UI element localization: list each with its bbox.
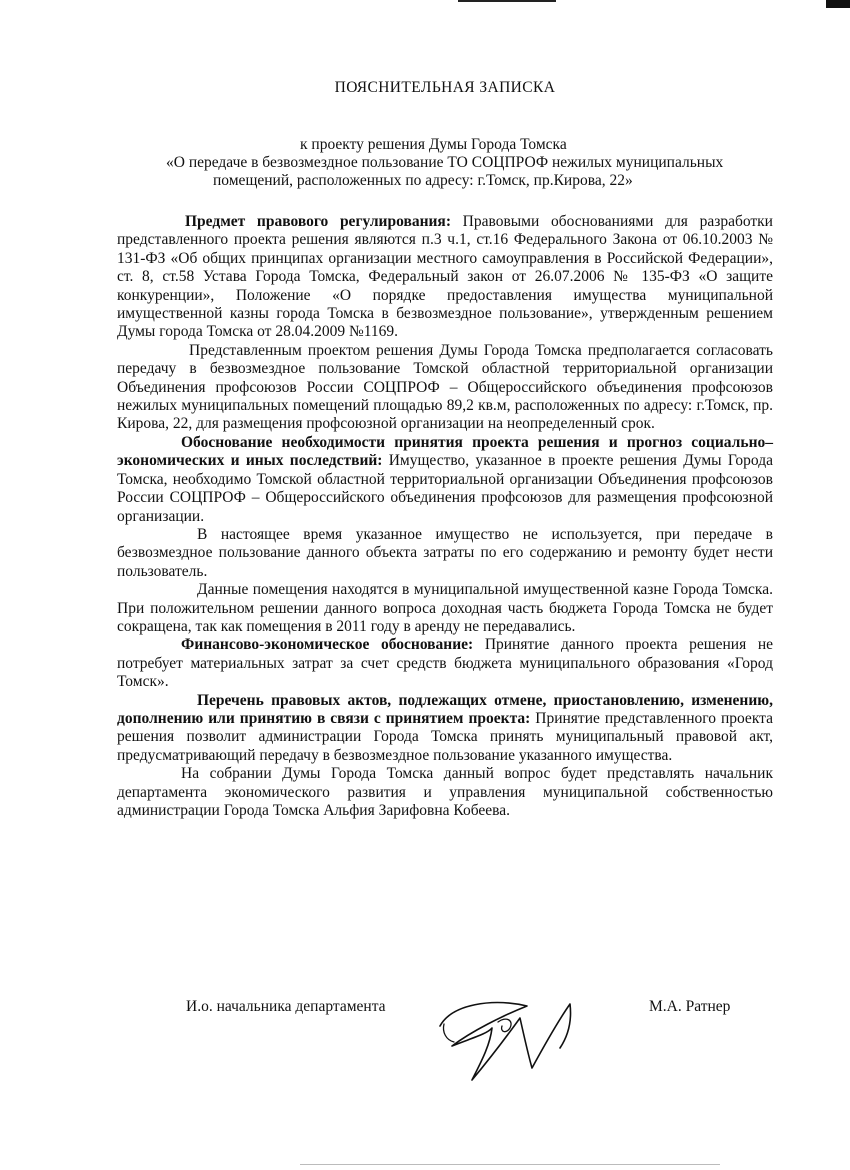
paragraph-subject (117, 213, 773, 342)
paragraph-justification (117, 434, 773, 526)
paragraph-heading: Финансово-экономическое обоснование: (181, 636, 474, 654)
document-body (117, 213, 773, 820)
paragraph-text: В настоящее время указанное имущество не используется, при передаче в безвозмездное пользование данного объекта затраты по его содержанию и ремонту будет нести пользователь. (117, 525, 773, 580)
paragraph-usage (117, 526, 773, 581)
paragraph-proposal (117, 342, 773, 434)
paragraph-text: На собрании Думы Города Томска данный вопрос будет представлять начальник департамента экономического развития и управления муниципальной собственностью администрации Города Томска Альфия Зарифовна Кобеева. (117, 765, 773, 819)
signatory-role: И.о. начальника департамента (186, 998, 386, 1015)
subtitle-line-2: «О передаче в безвозмездное пользование ТО СОЦПРОФ нежилых муниципальных (166, 154, 724, 171)
paragraph-text: Имущество, указанное в проекте решения Думы Города Томска, необходимо Томской областной территориальной организации Объединения профсоюзов России СОЦПРОФ – Общероссийского объединения профсоюзов для размещения профсоюзной организации. (117, 452, 773, 525)
subtitle-line-1: к проекту решения Думы Города Томска (300, 136, 567, 153)
signatory-name: М.А. Ратнер (649, 998, 731, 1015)
paragraph-financial (117, 636, 773, 691)
paragraph-budget (117, 581, 773, 636)
document-title: ПОЯСНИТЕЛЬНАЯ ЗАПИСКА (334, 79, 556, 96)
handwritten-signature (432, 976, 592, 1101)
paragraph-text: Принятие данного проекта решения не потребует материальных затрат за счет средств бюджета муниципального образования «Город Томск». (117, 636, 773, 691)
paragraph-heading: Перечень правовых актов, подлежащих отмене, приостановлению, изменению, дополнению или принятию в связи с принятием проекта: (117, 691, 773, 727)
document-subtitle (166, 136, 778, 190)
paragraph-text: Принятие представленного проекта решения позволит администрации Города Томска принять муниципальный правовой акт, предусматривающий передачу в безвозмездное пользование указанного имущества. (117, 709, 773, 764)
scan-artifact-corner (826, 0, 850, 8)
paragraph-legal-acts (117, 692, 773, 766)
scan-artifact-bottom (300, 1164, 720, 1165)
paragraph-text: Данные помещения находятся в муниципальной имущественной казне Города Томска. При положительном решении данного вопроса доходная часть бюджета Города Томска не будет сокращена, так как помещения в 2011 году в аренду не передавались. (117, 581, 773, 635)
scan-artifact-top (458, 0, 556, 2)
paragraph-heading: Предмет правового регулирования: (185, 213, 451, 230)
paragraph-text: Представленным проектом решения Думы Города Томска предполагается согласовать передачу в безвозмездное пользование Томской областной территориальной организации Объединения профсоюзов России СОЦПРОФ – Общероссийского объединения профсоюзов нежилых муниципальных помещений площадью 89,2 кв.м, расположенных по адресу: г.Томск, пр. Кирова, 22, для размещения профсоюзной организации на неопределенный срок. (117, 341, 773, 433)
paragraph-heading: Обоснование необходимости принятия проекта решения и прогноз социально–экономических и иных последствий: (117, 433, 773, 470)
subtitle-line-3: помещений, расположенных по адресу: г.Томск, пр.Кирова, 22» (213, 172, 633, 189)
paragraph-presenter (117, 765, 773, 820)
paragraph-text: Правовыми обоснованиями для разработки представленного проекта решения являются п.3 ч.1, ст.16 Федерального Закона от 06.10.2003 № 131-ФЗ «Об общих принципах организации местного самоуправления в Российской Федерации», ст. 8, ст.58 Устава Города Томска, Федеральный закон от 26.07.2006 № 135-ФЗ «О защите конкуренции», Положение «О порядке предоставления имущества муниципальной имущественной казны города Томска в безвозмездное пользование», утвержденным решением Думы города Томска от 28.04.2009 №1169. (117, 213, 773, 341)
